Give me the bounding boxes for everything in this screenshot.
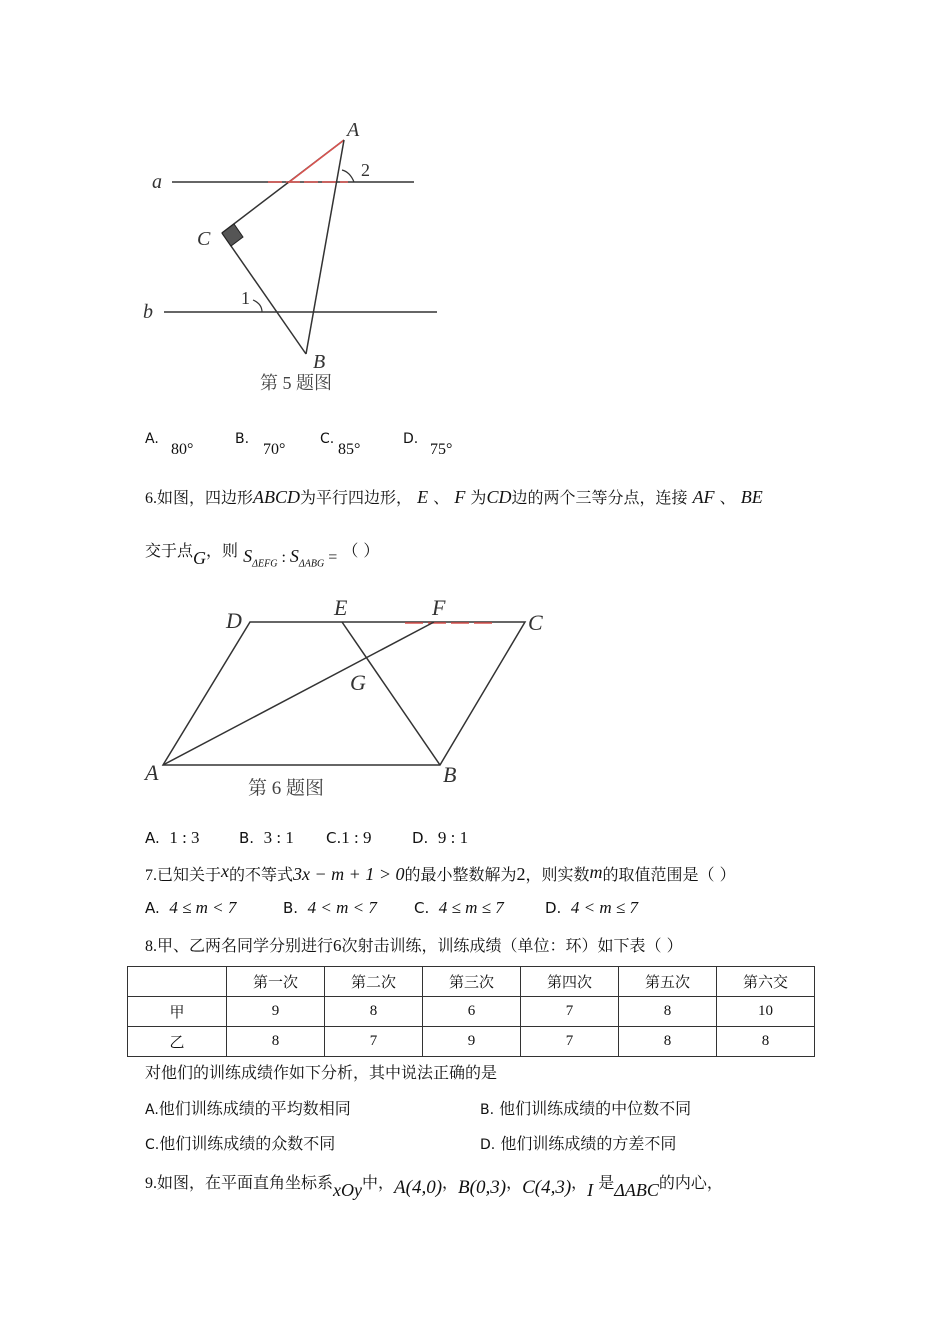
q6-eq: = bbox=[324, 549, 338, 566]
q7-number: 7. bbox=[145, 867, 157, 884]
q6-text-d: 边的两个三等分点，连接 bbox=[511, 488, 688, 507]
option-text: 他们训练成绩的中位数不同 bbox=[499, 1099, 692, 1118]
q7-option-a[interactable]: A. 4 ≤ m < 7 bbox=[145, 898, 237, 917]
parallelogram-abcd bbox=[163, 622, 525, 765]
label-point-g: G bbox=[350, 670, 366, 695]
q6-options bbox=[145, 828, 502, 848]
q8-text-b: 次射击训练，训练成绩（单位：环）如下表（ ） bbox=[341, 936, 683, 955]
option-text: 他们训练成绩的众数不同 bbox=[159, 1134, 336, 1153]
q7-text-e: 的取值范围是（ ） bbox=[602, 865, 736, 884]
score-cell: 7 bbox=[325, 1027, 423, 1057]
option-letter: B. bbox=[235, 431, 250, 447]
q8-analysis: 对他们的训练成绩作如下分析，其中说法正确的是 bbox=[145, 1063, 498, 1082]
table-header-cell: 第一次 bbox=[227, 967, 325, 997]
table-header-cell: 第三次 bbox=[423, 967, 521, 997]
q9-comma-2: ， bbox=[506, 1173, 523, 1192]
label-angle-2: 2 bbox=[361, 160, 370, 180]
q6-line2-b: ，则 bbox=[206, 541, 239, 560]
score-cell: 7 bbox=[521, 997, 619, 1027]
q6-number: 6. bbox=[145, 490, 157, 507]
score-cell: 9 bbox=[423, 1027, 521, 1057]
q9-text-d: 的内心， bbox=[658, 1173, 723, 1192]
q6-area-abg: $S_{\Delta ABG}$ bbox=[289, 546, 325, 570]
q6-sep2: 、 bbox=[719, 488, 736, 507]
label-point-c: C bbox=[528, 610, 543, 635]
option-letter: B. bbox=[480, 1102, 495, 1118]
label-point-b: B bbox=[313, 351, 326, 373]
table-header-cell: 第六交 bbox=[717, 967, 815, 997]
q9-point-a: A(4,0) bbox=[394, 1177, 443, 1198]
q7-option-d[interactable]: D. 4 < m ≤ 7 bbox=[545, 898, 638, 917]
option-text: 他们训练成绩的方差不同 bbox=[500, 1134, 677, 1153]
q5-option-c[interactable] bbox=[320, 428, 334, 447]
table-row bbox=[128, 997, 815, 1027]
angle-2-arc bbox=[342, 170, 354, 182]
option-letter: C. bbox=[145, 1137, 160, 1153]
label-line-a: a bbox=[152, 171, 162, 193]
q6-af: AF bbox=[692, 487, 715, 507]
option-text: 他们训练成绩的平均数相同 bbox=[158, 1099, 351, 1118]
label-point-f: F bbox=[432, 595, 446, 620]
table-header-cell: 第五次 bbox=[619, 967, 717, 997]
q6-sep1: 、 bbox=[433, 488, 450, 507]
q9-text-a: 如图，在平面直角坐标系 bbox=[157, 1173, 334, 1192]
q6-option-a[interactable]: A. 1 : 3 bbox=[145, 828, 200, 847]
score-cell: 7 bbox=[521, 1027, 619, 1057]
score-cell: 8 bbox=[619, 1027, 717, 1057]
q5-option-b[interactable] bbox=[235, 428, 249, 447]
table-header-row bbox=[128, 967, 815, 997]
q9-number: 9. bbox=[145, 1175, 157, 1192]
option-letter: C. bbox=[320, 431, 335, 447]
q7-options bbox=[145, 898, 665, 918]
score-cell: 8 bbox=[227, 1027, 325, 1057]
q6-f: F bbox=[454, 487, 466, 507]
q6-abcd: ABCD bbox=[253, 487, 301, 507]
score-cell: 8 bbox=[619, 997, 717, 1027]
figure-5-caption: 第 5 题图 bbox=[260, 373, 332, 393]
q5-option-d[interactable] bbox=[403, 428, 418, 447]
q6-option-c[interactable]: C.1 : 9 bbox=[326, 828, 372, 847]
table-header-cell: 第四次 bbox=[521, 967, 619, 997]
right-angle-mark bbox=[222, 224, 243, 246]
q7-stem bbox=[145, 862, 736, 885]
angle-1-arc bbox=[253, 300, 262, 312]
segment-ab bbox=[306, 140, 344, 354]
q9-triangle: ΔABC bbox=[614, 1180, 659, 1200]
q7-var: x bbox=[221, 861, 230, 881]
q9-comma-1: ， bbox=[442, 1173, 459, 1192]
label-point-c: C bbox=[197, 228, 211, 250]
option-letter: D. bbox=[480, 1137, 496, 1153]
option-letter: A. bbox=[145, 1102, 159, 1118]
label-line-b: b bbox=[143, 301, 153, 323]
figure-6-caption: 第 6 题图 bbox=[248, 778, 325, 799]
figure-5 bbox=[130, 110, 450, 400]
q7-inequality: 3x − m + 1 > 0 bbox=[293, 864, 405, 884]
q6-option-d[interactable]: D. 9 : 1 bbox=[412, 828, 469, 847]
row-name: 乙 bbox=[128, 1027, 227, 1057]
q6-text-b: 为平行四边形， bbox=[300, 488, 413, 507]
row-name: 甲 bbox=[128, 997, 227, 1027]
q8-six: 6 bbox=[333, 936, 342, 955]
q9-point-b: B(0,3) bbox=[458, 1177, 507, 1198]
label-point-a: A bbox=[347, 119, 360, 141]
label-point-e: E bbox=[334, 595, 348, 620]
q6-option-b[interactable]: B. 3 : 1 bbox=[239, 828, 294, 847]
label-point-a: A bbox=[145, 760, 159, 785]
q9-i: I bbox=[587, 1180, 594, 1200]
q6-area-efg: $S_{\Delta EFG}$ bbox=[243, 546, 278, 570]
q7-option-b[interactable]: B. 4 < m < 7 bbox=[283, 898, 377, 917]
q8-option-c[interactable] bbox=[145, 1131, 335, 1154]
q6-line-2 bbox=[145, 538, 380, 570]
q9-text-c: 是 bbox=[598, 1173, 615, 1192]
q6-line-1 bbox=[145, 485, 763, 508]
segment-cb bbox=[222, 233, 306, 354]
q8-number: 8. bbox=[145, 938, 157, 955]
q5-option-d-value: 75° bbox=[430, 441, 453, 458]
segment-af bbox=[163, 622, 434, 765]
table-header-cell: 第二次 bbox=[325, 967, 423, 997]
table-header-cell bbox=[128, 967, 227, 997]
q9-point-c: C(4,3) bbox=[522, 1177, 572, 1198]
q8-text-a: 甲、乙两名同学分别进行 bbox=[157, 936, 334, 955]
label-point-b: B bbox=[443, 762, 457, 787]
score-cell: 8 bbox=[325, 997, 423, 1027]
q9-xoy: xOy bbox=[333, 1180, 362, 1200]
option-letter: D. bbox=[403, 431, 419, 447]
label-angle-1: 1 bbox=[241, 288, 250, 308]
q6-answer-paren: （ ） bbox=[342, 541, 380, 560]
q7-two: 2 bbox=[516, 864, 526, 884]
score-cell: 6 bbox=[423, 997, 521, 1027]
q7-m: m bbox=[589, 862, 603, 882]
q9-comma-3: ， bbox=[571, 1173, 588, 1192]
q5-option-a-value: 80° bbox=[171, 441, 194, 458]
q6-g: G bbox=[193, 548, 207, 568]
q6-colon: : bbox=[277, 549, 290, 566]
q6-text-a: 如图，四边形 bbox=[157, 488, 254, 507]
q7-text-b: 的不等式 bbox=[229, 865, 294, 884]
q8-score-table bbox=[127, 966, 815, 1057]
score-cell: 8 bbox=[717, 1027, 815, 1057]
q5-option-c-value: 85° bbox=[338, 441, 361, 458]
q8-stem bbox=[145, 933, 683, 956]
q8-option-d[interactable] bbox=[480, 1131, 676, 1154]
q6-be: BE bbox=[740, 487, 763, 507]
q7-text-c: 的最小整数解为 bbox=[404, 865, 517, 884]
q6-e: E bbox=[417, 487, 429, 507]
q5-option-b-value: 70° bbox=[263, 441, 286, 458]
q8-option-a[interactable] bbox=[145, 1096, 351, 1119]
label-point-d: D bbox=[226, 608, 242, 633]
q6-line2-a: 交于点 bbox=[145, 541, 194, 560]
score-cell: 9 bbox=[227, 997, 325, 1027]
q9-stem bbox=[145, 1170, 723, 1200]
option-letter: A. bbox=[145, 431, 159, 447]
q9-text-b: 中， bbox=[362, 1173, 395, 1192]
red-mark-ca bbox=[288, 140, 344, 183]
table-row bbox=[128, 1027, 815, 1057]
q5-option-a[interactable] bbox=[145, 428, 159, 447]
score-cell: 10 bbox=[717, 997, 815, 1027]
figure-6 bbox=[140, 595, 560, 805]
q7-text-a: 已知关于 bbox=[157, 865, 222, 884]
q7-text-d: ，则实数 bbox=[525, 865, 590, 884]
q6-text-c: 为 bbox=[470, 488, 487, 507]
q8-option-b[interactable] bbox=[480, 1096, 691, 1119]
q6-cd: CD bbox=[486, 487, 512, 507]
q7-option-c[interactable]: C. 4 ≤ m ≤ 7 bbox=[414, 898, 504, 917]
